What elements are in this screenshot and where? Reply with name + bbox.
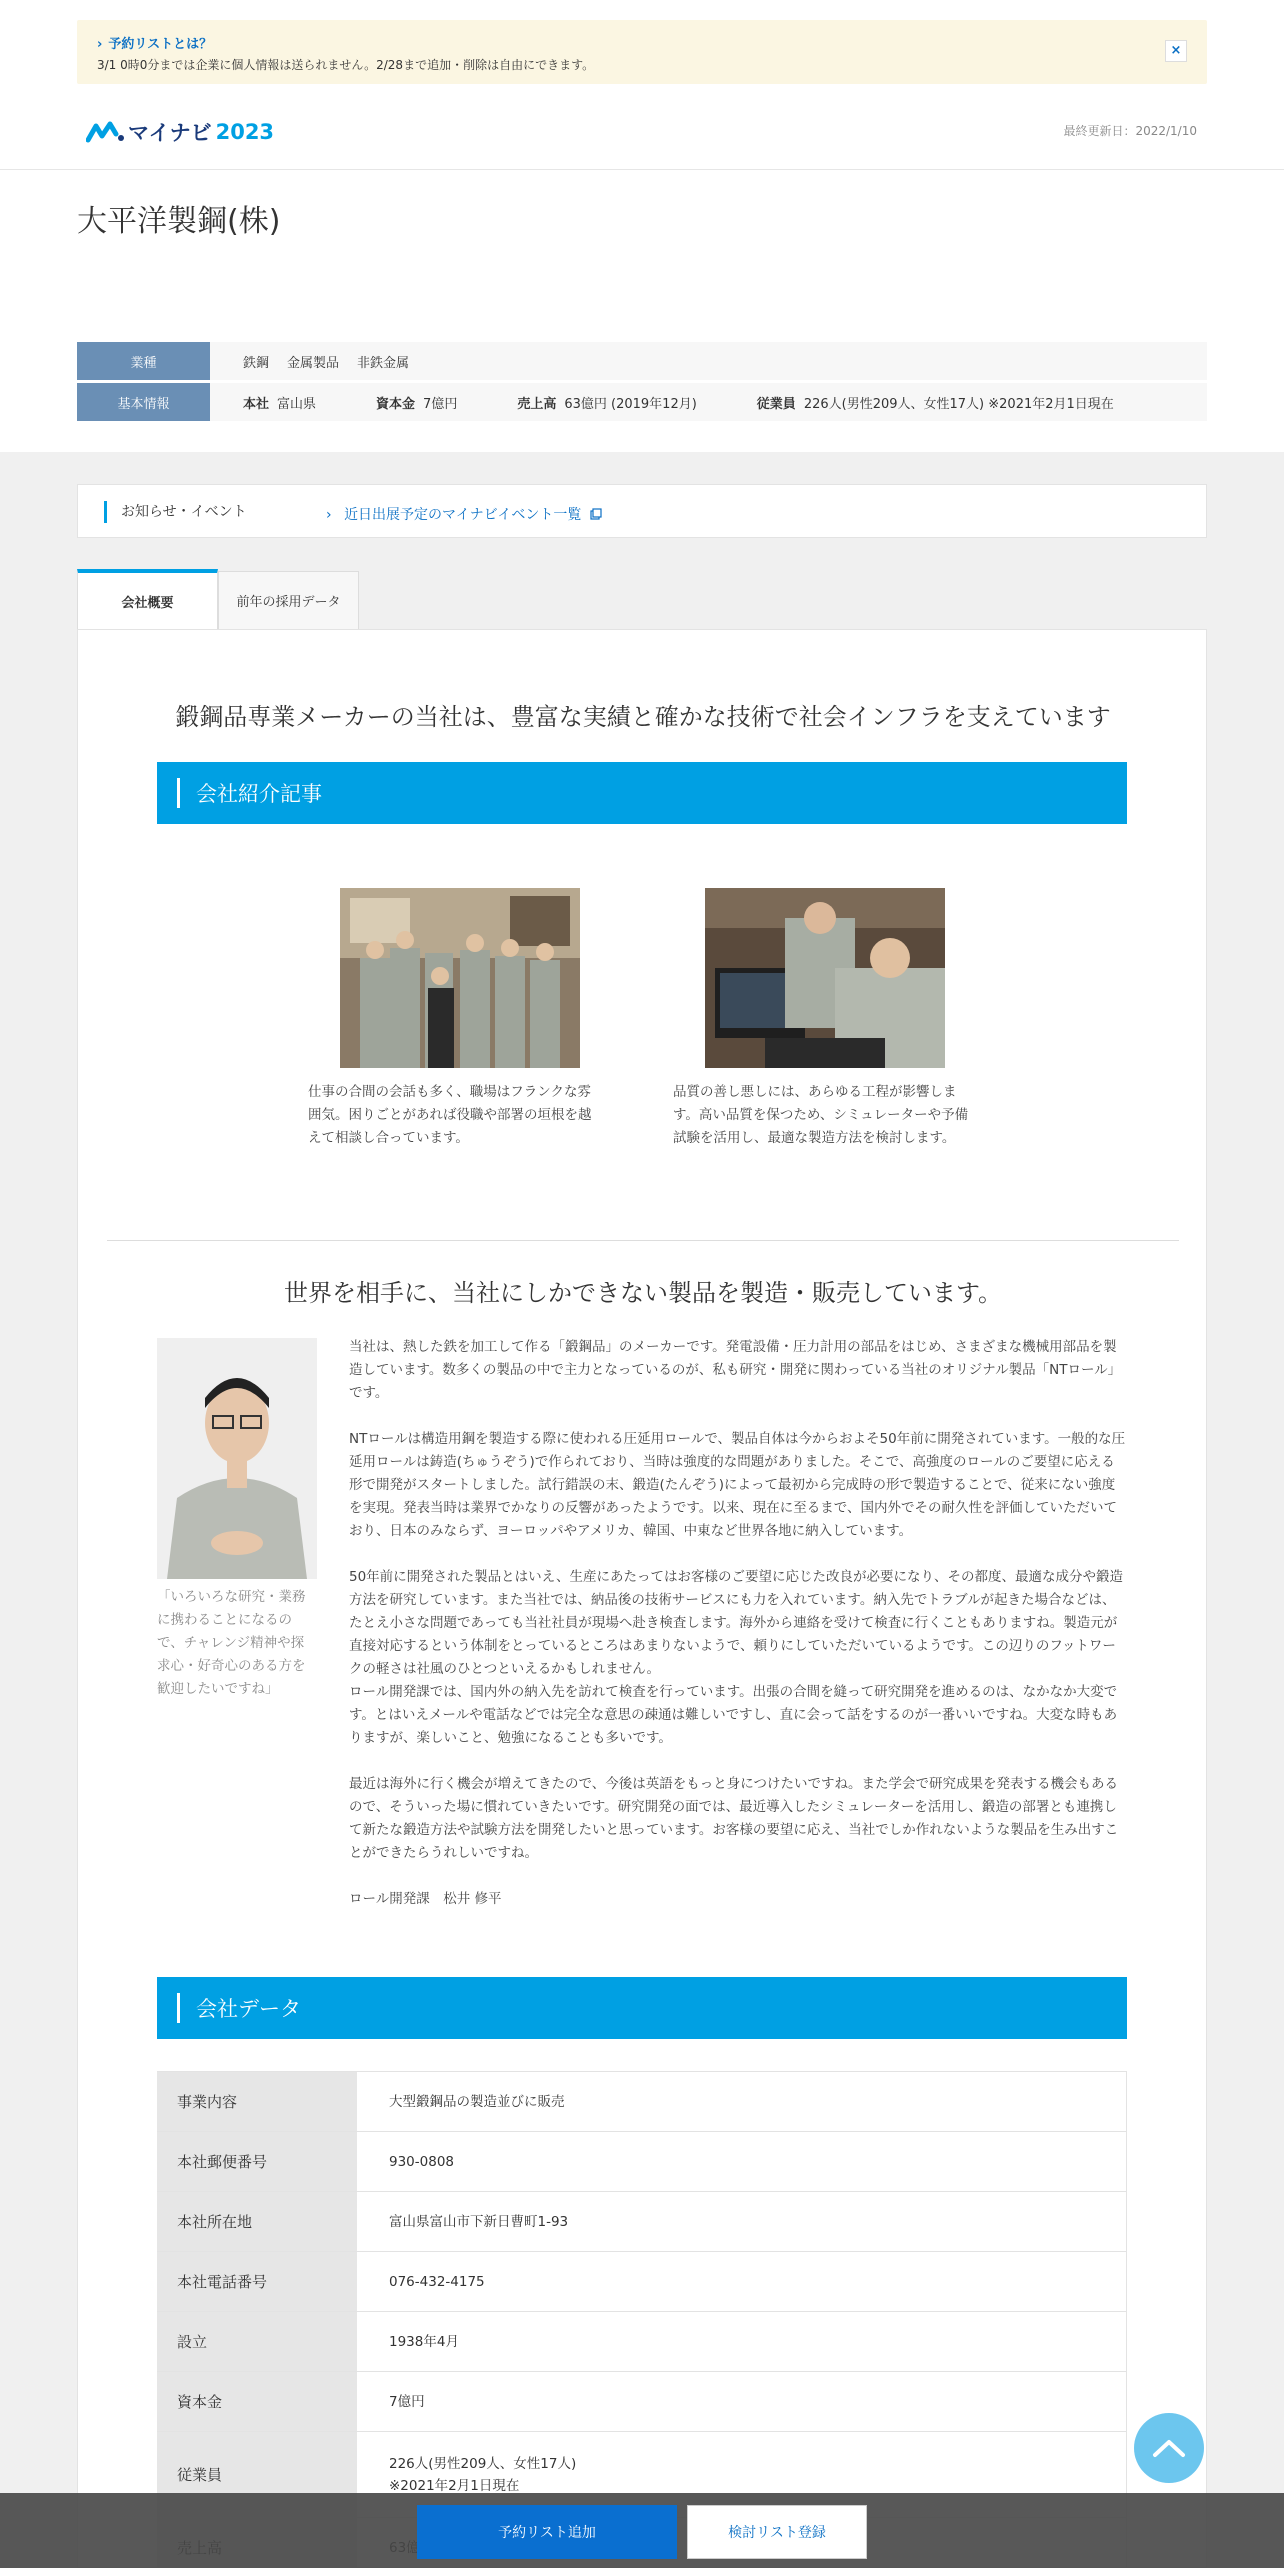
table-row (157, 2312, 1127, 2372)
row-value (357, 2132, 1127, 2191)
tab-previous-year-data[interactable]: 前年の採用データ (218, 571, 359, 629)
industry-item: 鉄鋼 (243, 355, 270, 371)
reservation-notice (77, 20, 1207, 84)
row-value-text: 076-432-4175 (389, 2273, 485, 2290)
article-paragraph: 最近は海外に行く機会が増えてきたので、今後は英語をもっと身につけたいですね。また学会で研究成果を発表する機会もあるので、そういった場に慣れていきたいです。研究開発の面では、最近導入したシミュレーターを活用し、鍛造の部署とも連携して新たな鍛造方法や試験方法を開発したいと思っています。お客様の要望に応え、当社でしか作れないような製品を生み出すことができたらうれしいですね。 (349, 1776, 1119, 1861)
capital-label: 資本金 (376, 396, 416, 412)
basic-info-row (77, 383, 1207, 421)
table-row (157, 2372, 1127, 2432)
mynavi-logo[interactable] (86, 117, 274, 147)
row-value (357, 2192, 1127, 2251)
basic-info-label: 基本情報 (77, 383, 210, 421)
photo-engineers (705, 888, 945, 1068)
photo-interviewee (157, 1338, 317, 1579)
external-link-icon (590, 508, 602, 520)
action-bar (0, 2493, 1284, 2568)
catch-copy: 鍛鋼品専業メーカーの当社は、豊富な実績と確かな技術で社会インフラを支えています (175, 703, 1111, 731)
row-value (357, 2312, 1127, 2371)
industry-label: 業種 (77, 342, 210, 380)
events-bar (77, 484, 1207, 538)
company-summary-table (77, 342, 1207, 424)
row-value-note: ※2021年2月1日現在 (389, 2477, 520, 2494)
hq-label: 本社 (243, 396, 270, 412)
hq-value: 富山県 (277, 396, 317, 412)
logo-mark-icon (86, 120, 126, 144)
events-label: お知らせ・イベント (104, 501, 247, 523)
add-consideration-button[interactable]: 検討リスト登録 (687, 2505, 867, 2559)
row-key: 設立 (157, 2312, 357, 2371)
last-updated: 最終更新日：2022/1/10 (1063, 124, 1197, 138)
article-paragraph: 当社は、熱した鉄を加工して作る「鍛鋼品」のメーカーです。発電設備・圧力計用の部品をはじめ、さまざまな機械用部品を製造しています。数多くの製品の中で主力となっているのが、私も研究・開発に関わっている当社のオリジナル製品「NTロール」です。 (349, 1339, 1122, 1401)
company-name: 大平洋製鋼(株) (77, 204, 281, 239)
section-divider (107, 1240, 1179, 1241)
table-row (157, 2072, 1127, 2132)
basic-info-values (210, 383, 1207, 421)
row-value (357, 2252, 1127, 2311)
sales-value: 63億円 (2019年12月) (564, 396, 697, 412)
chevron-up-icon (1152, 2438, 1186, 2458)
table-row (157, 2132, 1127, 2192)
row-key: 従業員 (157, 2432, 357, 2517)
row-key: 本社所在地 (157, 2192, 357, 2251)
events-link-text[interactable]: 近日出展予定のマイナビイベント一覧 (344, 507, 582, 523)
main-content (77, 629, 1207, 2568)
capital-value: 7億円 (423, 396, 458, 412)
row-key: 本社電話番号 (157, 2252, 357, 2311)
row-value-text: 大型鍛鋼品の製造並びに販売 (389, 2093, 565, 2110)
content-tabs (77, 569, 359, 629)
industry-values (210, 342, 1207, 380)
row-value-text: 226人(男性209人、女性17人) (389, 2455, 577, 2472)
article-signature: ロール開発課 松井 修平 (349, 1891, 502, 1907)
employees-label: 従業員 (756, 396, 796, 412)
notice-title-link[interactable]: › 予約リストとは？ (97, 33, 212, 52)
table-row (157, 2252, 1127, 2312)
events-link[interactable] (326, 504, 602, 524)
section-header-intro (157, 762, 1127, 824)
industry-item: 非鉄金属 (357, 355, 410, 371)
employees-value: 226人(男性209人、女性17人) ※2021年2月1日現在 (803, 396, 1114, 412)
photo-caption: 品質の善し悪しには、あらゆる工程が影響します。高い品質を保つため、シミュレーターや予備試験を活用し、最適な製造方法を検討します。 (673, 1084, 969, 1146)
industry-item: 金属製品 (287, 355, 340, 371)
interview-article (349, 1336, 1127, 1911)
row-value (357, 2372, 1127, 2431)
sales-label: 売上高 (517, 396, 557, 412)
row-key: 事業内容 (157, 2072, 357, 2131)
interviewee-caption: 「いろいろな研究・業務に携わることになるので、チャレンジ精神や探求心・好奇心のある方を歓迎したいですね」 (157, 1589, 306, 1697)
logo-year: 2023 (215, 120, 275, 144)
row-value-text: 930-0808 (389, 2153, 454, 2170)
photo-caption: 仕事の合間の会話も多く、職場はフランクな雰囲気。困りごとがあれば役職や部署の垣根を越えて相談し合っています。 (308, 1084, 592, 1146)
row-value (357, 2072, 1127, 2131)
tab-company-overview[interactable]: 会社概要 (77, 569, 218, 630)
notice-text: 3/1 0時0分までは企業に個人情報は送られません。2/28まで追加・削除は自由にできます。 (97, 58, 595, 72)
section-title: 会社データ (196, 1997, 301, 2021)
row-value-text: 7億円 (389, 2393, 425, 2410)
row-value-text: 1938年4月 (389, 2333, 459, 2350)
close-icon[interactable]: × (1165, 40, 1187, 62)
article-paragraph: 50年前に開発された製品とはいえ、生産にあたってはお客様のご要望に応じた改良が必要になり、その都度、最適な成分や鍛造方法を研究しています。また当社では、納品後の技術サービスにも力を入れています。納入先でトラブルが起きた場合などは、たとえ小さな問題であっても当社社員が現場へ赴き検査します。海外から連絡を受けて検査に行くこともありますね。製造元が直接対応するという体制をとっているところはあまりないようで、頼りにしていただいているようです。この辺りのフットワークの軽さは社風のひとつといえるかもしれません。 ロール開発課では、国内外の納入先を訪れて検査を行っています。出張の合間を縫って研究開発を進めるのは、なかなか大変です。とはいえメールや電話などでは完全な意思の疎通は難しいですし、直に会って話をするのが一番いいですね。大変な時もありますが、楽しいこと、勉強になることも多いです。 (349, 1569, 1123, 1746)
logo-brand: マイナビ (128, 121, 212, 145)
header-divider (0, 169, 1284, 170)
row-value-text: 富山県富山市下新日曹町1-93 (389, 2213, 569, 2230)
row-key: 本社郵便番号 (157, 2132, 357, 2191)
row-key: 資本金 (157, 2372, 357, 2431)
article-paragraph: NTロールは構造用鋼を製造する際に使われる圧延用ロールで、製品自体は今からおよそ50年前に開発されています。一般的な圧延用ロールは鋳造(ちゅうぞう)で作られており、当時は強度的な問題がありました。そこで、高強度のロールのご要望に応える形で開発がスタートしました。試行錯誤の末、鍛造(たんぞう)によって最初から完成時の形で製造することで、従来にない強度を実現。発表当時は業界でかなりの反響があったようです。以来、現在に至るまで、国内外でその耐久性を評価していただいており、日本のみならず、ヨーロッパやアメリカ、韓国、中東など世界各地に納入しています。 (349, 1431, 1126, 1539)
add-reservation-button[interactable]: 予約リスト追加 (417, 2505, 677, 2559)
industry-row (77, 342, 1207, 380)
photo-team (340, 888, 580, 1068)
page-top-button[interactable] (1134, 2413, 1204, 2483)
table-row (157, 2192, 1127, 2252)
catch-copy: 世界を相手に、当社にしかできない製品を製造・販売しています。 (283, 1279, 1003, 1307)
section-header-company-data (157, 1977, 1127, 2039)
section-title: 会社紹介記事 (196, 782, 322, 806)
